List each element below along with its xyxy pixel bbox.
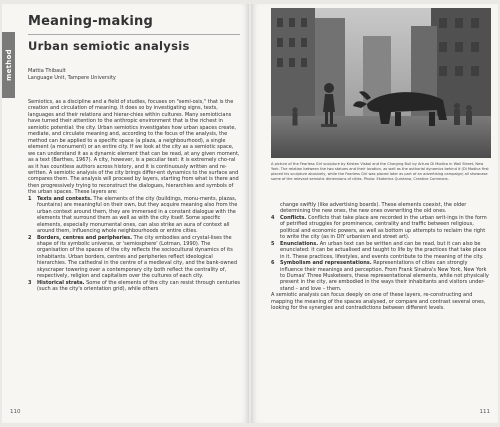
right-body-text xyxy=(271,202,490,312)
list-item-heading: Symbolism and representations. xyxy=(280,260,372,267)
author-name: Mattia Thibault xyxy=(28,68,66,74)
list-item-continuation: change swiftly (like advertising boards). These elements coexist, the older determining the new ones, the new ones overwriting the old ones. xyxy=(280,202,467,215)
list-item-heading: Enunciations. xyxy=(280,240,319,247)
section-tab-label: method xyxy=(4,49,13,81)
list-item-number: 5 xyxy=(271,240,275,247)
list-item-text: The elements of the city (buildings, monu-ments, plazas, fountains) are meaningful on their own, but they acquire meaning also from the urban context around them, they are immersed in a constant dialogue with the elements that surround them as well as with the city itself. Some specific elements, especially monumental ones, can also strike an aura of context all around them, influencing whole neighbourhoods or entire cities. xyxy=(37,195,238,235)
street-photo-illustration xyxy=(271,8,491,158)
section-tab xyxy=(2,32,15,98)
list-item-number: 3 xyxy=(28,279,32,286)
author-affiliation: Language Unit, Tampere University xyxy=(28,75,116,81)
list-item-number: 2 xyxy=(28,234,32,241)
list-item-number: 1 xyxy=(28,195,32,202)
list-item xyxy=(271,215,490,241)
list-item xyxy=(28,280,242,293)
list-item-text: An urban text can be written and can be read, but it can also be enunciated: it can be actualised and taught to life by the practices that take place in it. These practices, lifestyles, and events contribute to the meaning of the city. xyxy=(280,240,487,260)
list-item-heading: Historical strata. xyxy=(37,279,85,286)
list-item xyxy=(271,260,490,292)
list-item-number: 4 xyxy=(271,214,275,221)
page-number-right: 111 xyxy=(479,409,490,415)
title-rule xyxy=(28,34,240,35)
list-item-text: Some of the elements of the city can resist through centuries (such as the city's orientation grid), while others xyxy=(37,279,240,293)
list-item xyxy=(28,235,242,280)
chapter-title: Meaning-making xyxy=(28,14,153,29)
list-item-heading: Conflicts. xyxy=(280,214,307,221)
layer-list-left xyxy=(28,196,242,293)
left-body-text xyxy=(28,99,242,293)
list-item-text: The city embodies and crystal-lises the shape of its symbolic universe, or 'semiosphere' (Lotman, 1990). The organisation of the spaces of the city reflects the sociocultural dynamics of its inhabitants. Urban borders, centres and peripheries reflect ideological hierarchies. The cathedral in the centre of a medieval city, and the bank-owned skyscraper towering over a contemporary city both reflect the centrality of, respectively, religion and capitalism over the cultures of each city. xyxy=(37,234,237,280)
left-page xyxy=(2,4,249,423)
intro-paragraph: Semiotics, as a discipline and a field of studies, focuses on "semi-osis," that is the creation and circulation of meaning. It does so by investigating signs, texts, languages and their relations and hierar-chies within cultures. Many semioticians have turned their attention to the anthropic environment that is the richest in semiotic potential: the city. Urban semiotics investigates how urban spaces create, mediate, and circulate meaning and, according to the focus of the analysis, the method can be applied to a specific space (a plaza, a neighbourhood), a single element (a monument) or an entire city. If we look at the city as a semiotic space, we can understand it as a dynamic element that can be read, at any given moment, as a text (Barthes, 1967). A city, however, is a peculiar text: it is extremely cho-ral as it has countless authors across history, and it is continuously written and re-written. A semiotic analysis of the city brings differ-ent dynamics to the surface and compares them. The analysis will proceed by layers, starting from what is there and then progressively trying to reconstruct the dialogues, hierarchies and symbols of the urban spaces. These layers are: xyxy=(28,99,240,196)
photo-fearless-girl-charging-bull-icon xyxy=(271,8,491,158)
list-item-number: 6 xyxy=(271,260,275,267)
list-item-text: Conflicts that take place are recorded in the urban writ-ings in the form of petrified struggles for prominence, centrality and traffic between religious, political and economic powers, as well as bottom up attempts to reclaim the right to write the city (as in DIY urbanism and street art). xyxy=(280,214,487,241)
page-number-left: 110 xyxy=(10,409,21,415)
list-item-heading: Borders, centres and peripheries. xyxy=(37,234,133,241)
right-page xyxy=(251,4,498,423)
layer-list-right xyxy=(271,202,490,292)
author-block xyxy=(28,68,116,82)
chapter-subtitle: Urban semiotic analysis xyxy=(28,39,190,53)
list-item xyxy=(28,196,242,235)
photo-caption: A picture of the Fearless Girl sculpture by Kristen Visbal and the Charging Bull by Arturo Di Modica in Wall Street, New York. The relation between the two statues and their location, as well as the authorial dynamics behind it (Di Modica first placed his sculpture abusively, while the Fearless Girl was placed later as part of an advertising campaign) all showcase some of the relevant semiotic dimensions of cities. Photo: Ekaterina Quintana, Creative Commons. xyxy=(271,162,489,181)
list-item-text: Representations of cities can strongly influence their meanings and perception. From Frank Sinatra's New York, New York to Dumas' Three Musketeers, these representational elements, while not physically present in the city, are embodied in the ways their inhabitants and visitors under-stand – and love – them. xyxy=(280,260,489,292)
closing-paragraph: A semiotic analysis can focus deeply on one of these layers, re-constructing and mapping the meaning of the spaces analysed, or compare and contrast several ones, looking for the synergies and contradictions between different levels. xyxy=(271,292,486,312)
list-item-heading: Texts and contexts. xyxy=(37,195,92,202)
list-item xyxy=(271,241,490,260)
